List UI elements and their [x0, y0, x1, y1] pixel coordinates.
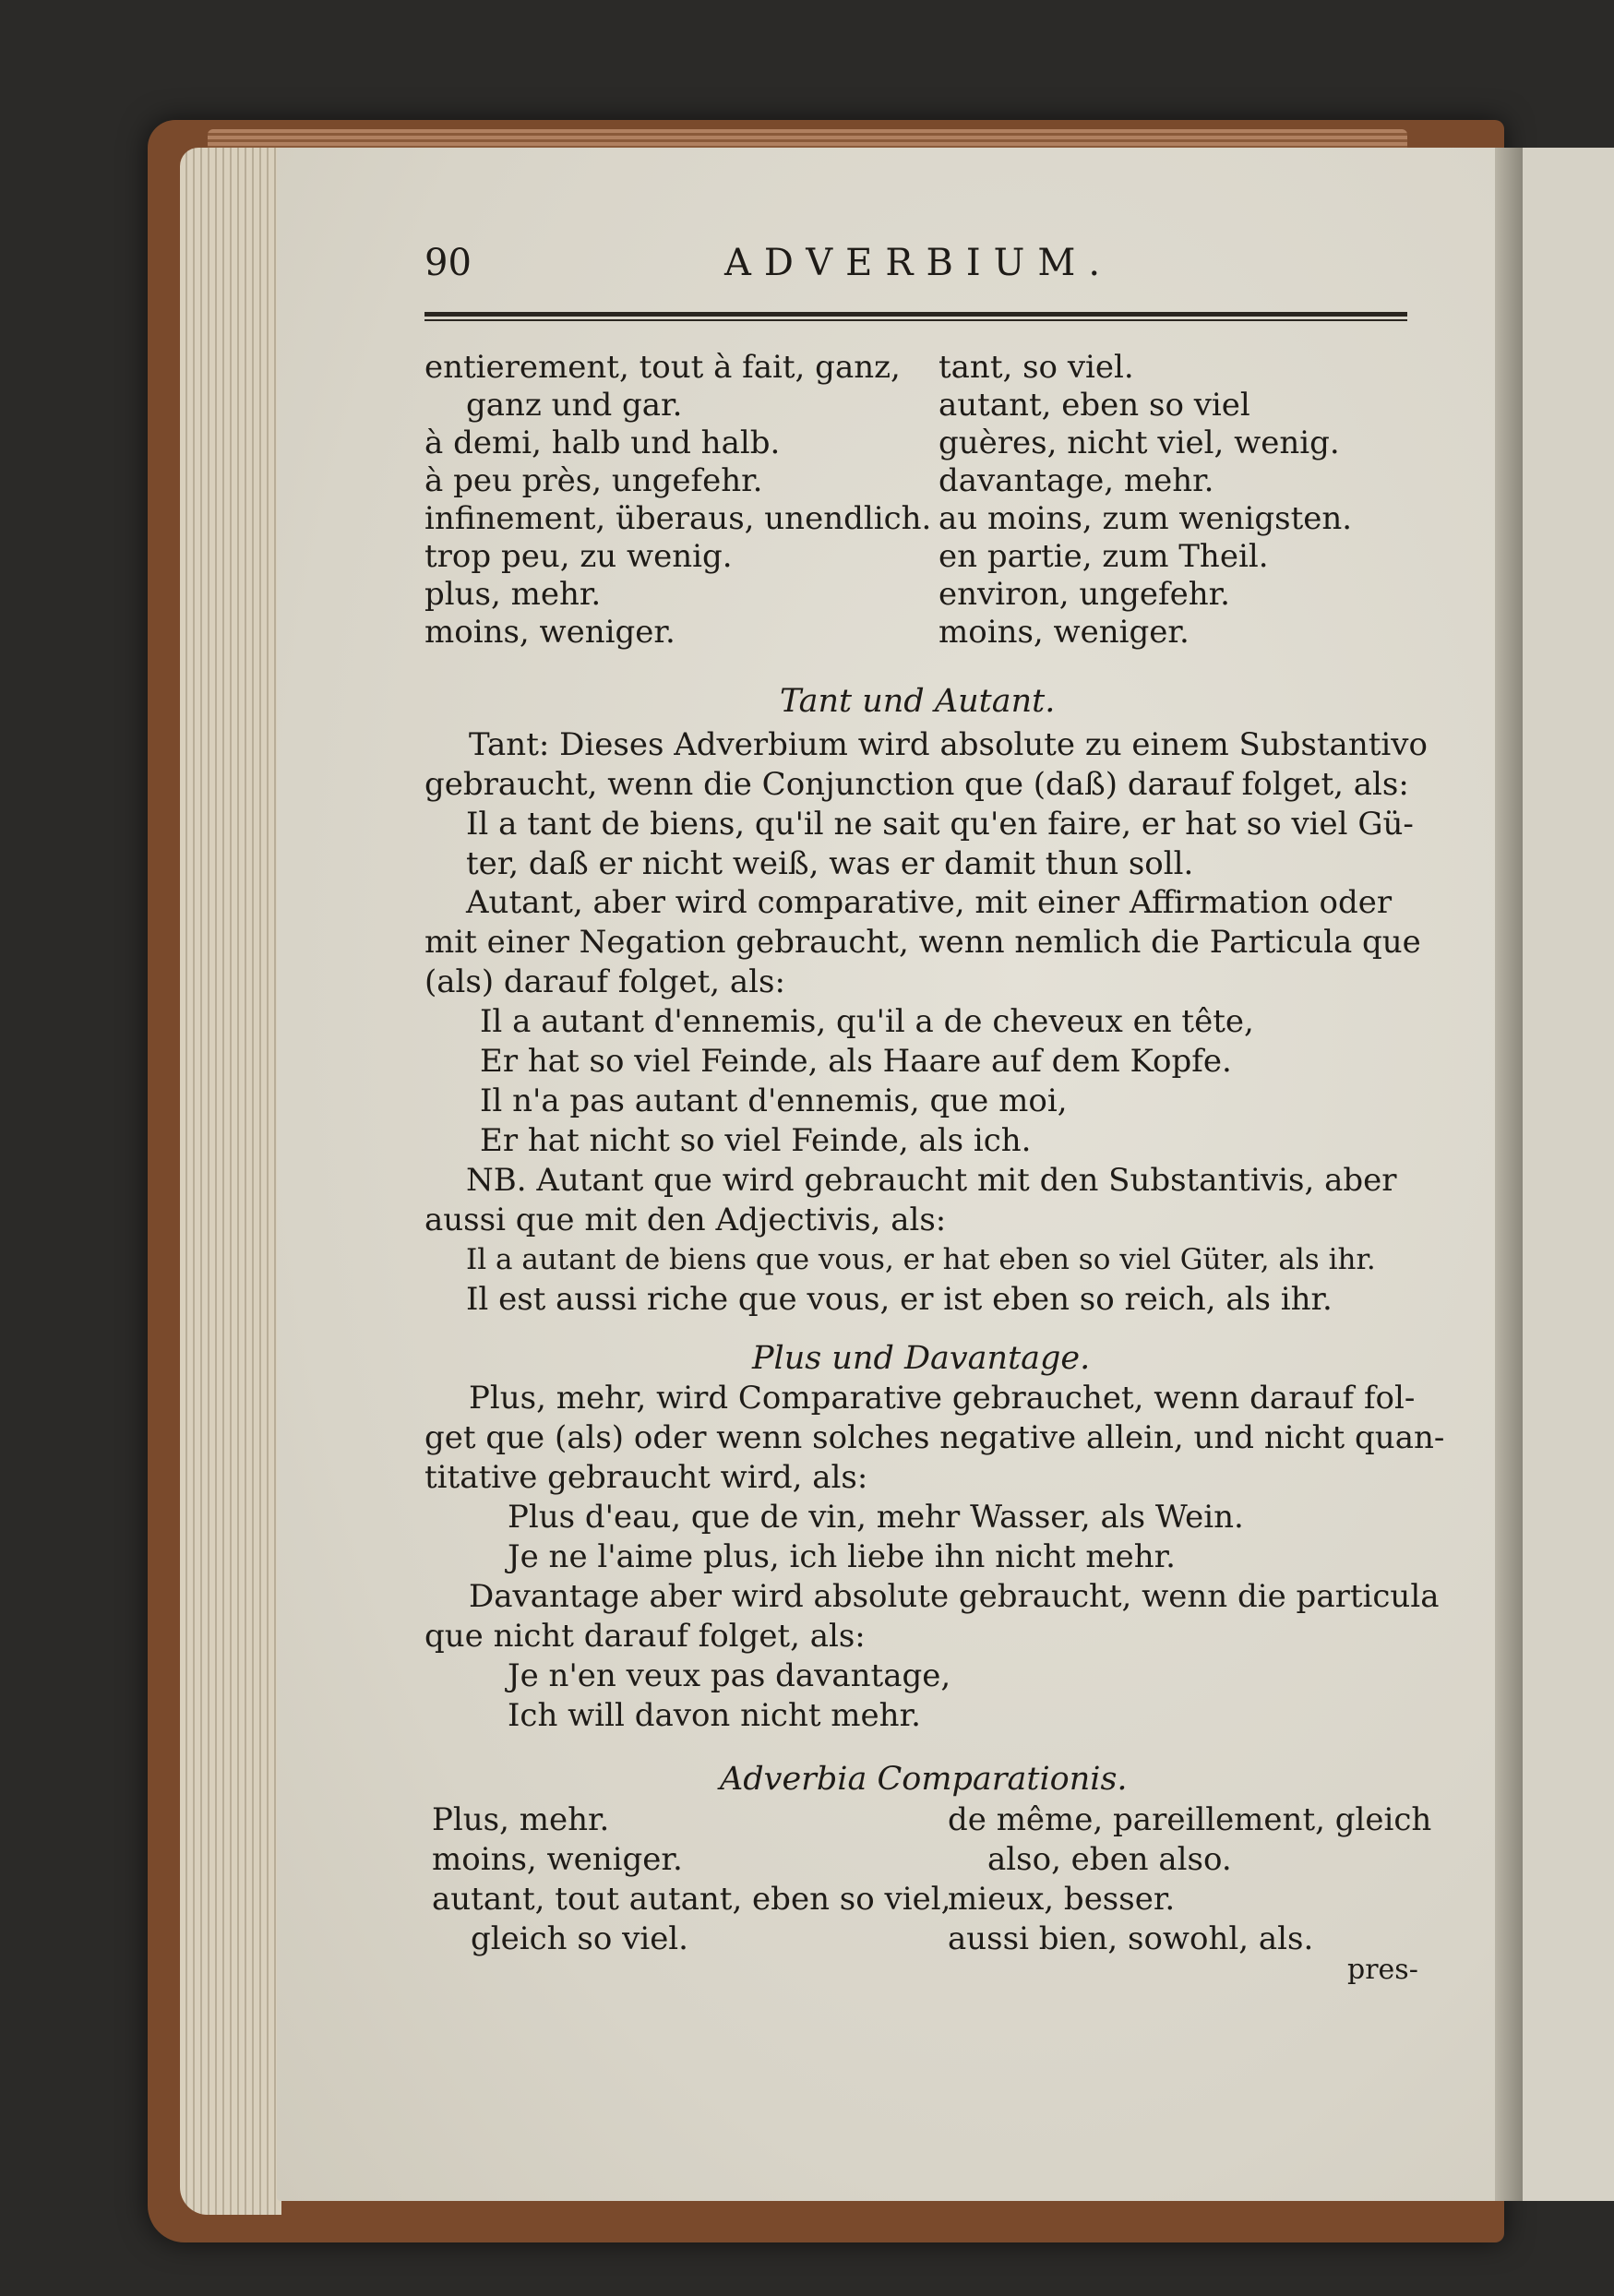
list-item: en partie, zum Theil. [939, 538, 1269, 575]
text-line: gebraucht, wenn die Conjunction que (daß) darauf folget, als: [424, 766, 1409, 803]
text-line: que nicht darauf folget, als: [424, 1618, 866, 1655]
text-line: (als) darauf folget, als: [424, 963, 785, 1000]
section-heading: Plus und Davantage. [752, 1340, 1091, 1377]
text-line: Davantage aber wird absolute gebraucht, wenn die particula [469, 1578, 1440, 1615]
list-item: plus, mehr. [424, 576, 602, 613]
list-item: ganz und gar. [466, 387, 683, 424]
list-item: Plus, mehr. [432, 1801, 610, 1838]
catchword: pres- [1347, 1954, 1418, 1986]
text-line: Er hat so viel Feinde, als Haare auf dem Kopfe. [480, 1043, 1232, 1080]
text-line: Il a tant de biens, qu'il ne sait qu'en faire, er hat so viel Gü- [466, 806, 1414, 843]
list-item: environ, ungefehr. [939, 576, 1230, 613]
page-stack-edge [180, 148, 281, 2215]
list-item: tant, so viel. [939, 349, 1134, 386]
list-item: davantage, mehr. [939, 462, 1214, 499]
text-line: Il n'a pas autant d'ennemis, que moi, [480, 1082, 1068, 1119]
list-item: moins, weniger. [432, 1841, 683, 1878]
running-head: ADVERBIUM. [724, 242, 1114, 284]
text-line: get que (als) oder wenn solches negative allein, und nicht quan- [424, 1419, 1445, 1456]
section-heading: Adverbia Comparationis. [720, 1761, 1128, 1798]
list-item: au moins, zum wenigsten. [939, 500, 1353, 537]
text-line: mit einer Negation gebraucht, wenn nemlich die Particula que [424, 924, 1421, 961]
list-item: autant, eben so viel [939, 387, 1250, 424]
list-item: autant, tout autant, eben so viel, [432, 1881, 951, 1918]
text-line: Plus d'eau, que de vin, mehr Wasser, als Wein. [508, 1499, 1244, 1536]
list-item: infinement, überaus, unendlich. [424, 500, 932, 537]
text-line: Tant: Dieses Adverbium wird absolute zu einem Substantivo [469, 726, 1428, 763]
text-line: titative gebraucht wird, als: [424, 1459, 868, 1496]
facing-page [1523, 148, 1614, 2201]
section-heading: Tant und Autant. [780, 683, 1056, 720]
list-item: gleich so viel. [471, 1920, 688, 1957]
page-number: 90 [424, 242, 472, 284]
book-gutter [1495, 148, 1523, 2201]
list-item: moins, weniger. [939, 614, 1190, 651]
header-rule [424, 312, 1407, 317]
list-item: à peu près, ungefehr. [424, 462, 763, 499]
text-line: Je ne l'aime plus, ich liebe ihn nicht mehr. [508, 1538, 1176, 1575]
list-item: de même, pareillement, gleich [948, 1801, 1432, 1838]
list-item: mieux, besser. [948, 1881, 1176, 1918]
text-line: Il est aussi riche que vous, er ist eben so reich, als ihr. [466, 1281, 1333, 1318]
text-line: Il a autant de biens que vous, er hat eben so viel Güter, als ihr. [466, 1243, 1376, 1276]
text-line: Il a autant d'ennemis, qu'il a de cheveux en tête, [480, 1003, 1254, 1040]
text-line: Autant, aber wird comparative, mit einer Affirmation oder [466, 884, 1393, 921]
list-item: also, eben also. [987, 1841, 1232, 1878]
text-line: ter, daß er nicht weiß, was er damit thun soll. [466, 845, 1194, 882]
text-line: Plus, mehr, wird Comparative gebrauchet, wenn darauf fol- [469, 1380, 1416, 1417]
list-item: trop peu, zu wenig. [424, 538, 733, 575]
header-rule-thin [424, 319, 1407, 321]
list-item: entierement, tout à fait, ganz, [424, 349, 901, 386]
text-line: Je n'en veux pas davantage, [508, 1657, 951, 1694]
list-item: à demi, halb und halb. [424, 425, 781, 461]
text-line: NB. Autant que wird gebraucht mit den Substantivis, aber [466, 1162, 1397, 1199]
text-line: aussi que mit den Adjectivis, als: [424, 1202, 947, 1238]
text-line: Er hat nicht so viel Feinde, als ich. [480, 1122, 1032, 1159]
text-line: Ich will davon nicht mehr. [508, 1697, 921, 1734]
list-item: moins, weniger. [424, 614, 675, 651]
list-item: aussi bien, sowohl, als. [948, 1920, 1314, 1957]
list-item: guères, nicht viel, wenig. [939, 425, 1340, 461]
